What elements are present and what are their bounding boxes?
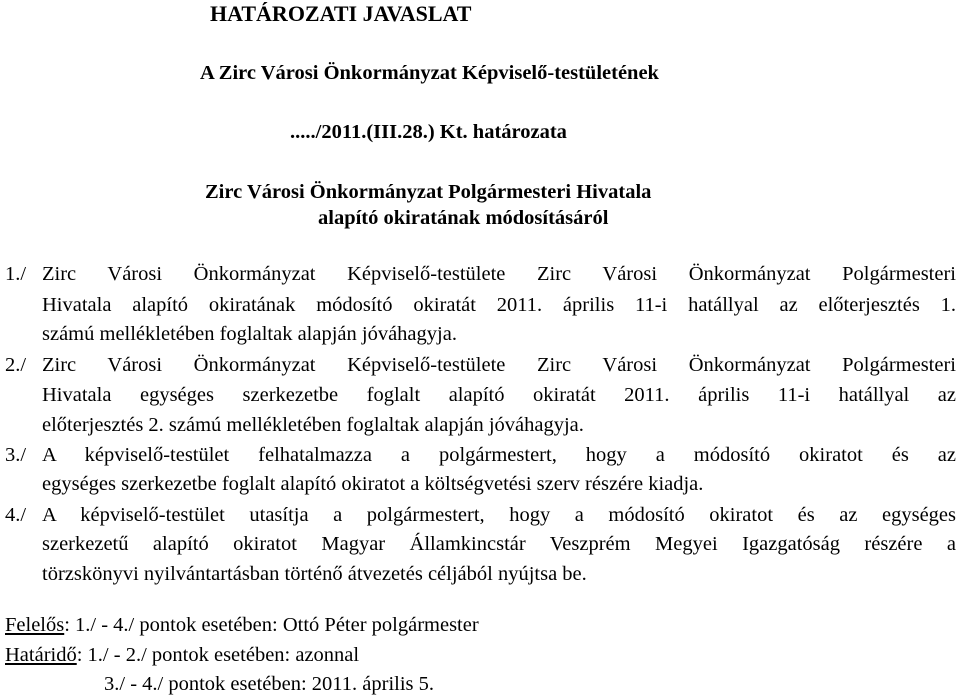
resolution-number: ...../2011.(III.28.) Kt. határozata — [290, 121, 567, 143]
point-1-line-2: Hivatala alapító okiratának módosító okiratát 2011. április 11-i hatállyal az előterjesztés 1. — [42, 294, 956, 316]
point-2-number: 2./ — [5, 354, 27, 376]
point-4-line-1: A képviselő-testület utasítja a polgármestert, hogy a módosító okiratot és az egységes — [42, 504, 956, 526]
point-4-number: 4./ — [5, 504, 27, 526]
deadline-label: Határidő — [5, 644, 77, 666]
document-title: HATÁROZATI JAVASLAT — [210, 1, 472, 26]
point-2-line-2: Hivatala egységes szerkezetbe foglalt alapító okiratát 2011. április 11-i hatállyal az — [42, 384, 956, 406]
point-3-number: 3./ — [5, 444, 27, 466]
point-1-line-1: Zirc Városi Önkormányzat Képviselő-testülete Zirc Városi Önkormányzat Polgármesteri — [42, 263, 956, 285]
responsible-line — [5, 613, 479, 637]
point-1-line-3: számú mellékletében foglaltak alapján jóváhagyja. — [42, 323, 457, 345]
point-3-line-2: egységes szerkezetbe foglalt alapító okiratot a költségvetési szerv részére kiadja. — [42, 473, 704, 495]
deadline-text-1: : 1./ - 2./ pontok esetében: azonnal — [76, 644, 360, 666]
point-4-line-3: törzskönyvi nyilvántartásban történő átvezetés céljából nyújtsa be. — [42, 563, 587, 585]
subject-line-1: Zirc Városi Önkormányzat Polgármesteri Hivatala — [205, 181, 652, 203]
subject-line-2: alapító okiratának módosításáról — [318, 207, 609, 229]
responsible-text: : 1./ - 4./ pontok esetében: Ottó Péter polgármester — [64, 614, 479, 636]
point-1-number: 1./ — [5, 263, 27, 285]
responsible-label: Felelős — [5, 614, 65, 636]
deadline-line — [5, 643, 359, 667]
point-2-line-1: Zirc Városi Önkormányzat Képviselő-testülete Zirc Városi Önkormányzat Polgármesteri — [42, 354, 956, 376]
deadline-text-2: 3./ - 4./ pontok esetében: 2011. április 5. — [104, 673, 435, 695]
point-4-line-2: szerkezetű alapító okiratot Magyar Államkincstár Veszprém Megyei Igazgatóság részére a — [42, 533, 956, 555]
point-2-line-3: előterjesztés 2. számú mellékletében foglaltak alapján jóváhagyja. — [42, 414, 584, 436]
point-3-line-1: A képviselő-testület felhatalmazza a polgármestert, hogy a módosító okiratot és az — [42, 444, 956, 466]
issuer-heading: A Zirc Városi Önkormányzat Képviselő-testületének — [200, 62, 659, 84]
